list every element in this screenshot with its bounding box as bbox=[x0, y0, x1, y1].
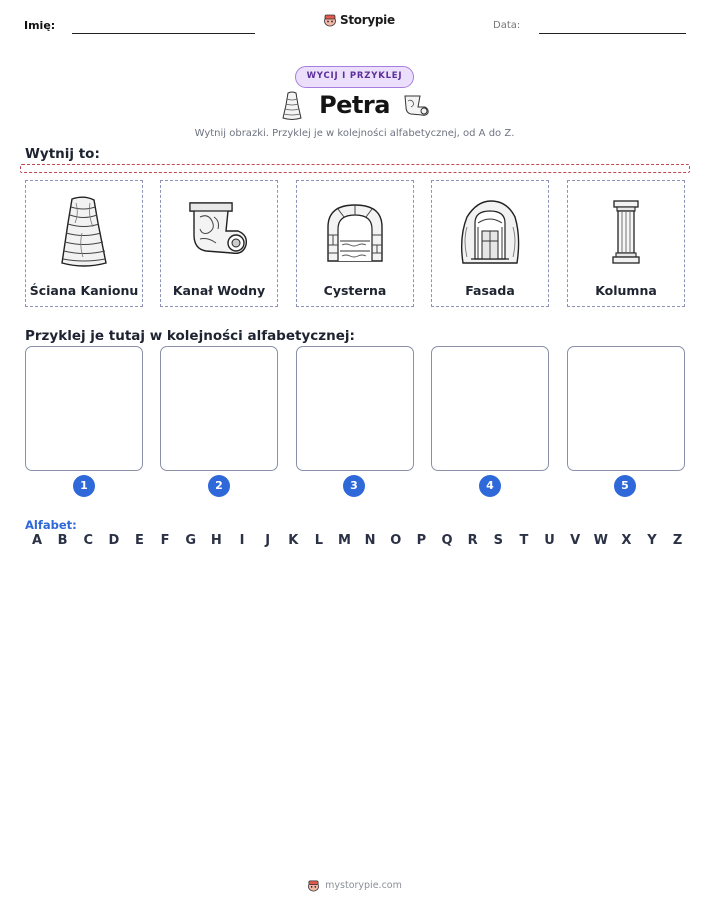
name-label: Imię: bbox=[24, 19, 56, 32]
slot-number-badge: 3 bbox=[343, 475, 365, 497]
alphabet-letter: G bbox=[185, 533, 197, 548]
column-icon bbox=[606, 197, 646, 267]
card-label: Ściana Kanionu bbox=[29, 283, 139, 298]
alphabet-letter: N bbox=[364, 533, 376, 548]
instructions-text: Wytnij obrazki. Przyklej je w kolejności alfabetycznej, od A do Z. bbox=[194, 128, 515, 139]
alphabet-letter: W bbox=[593, 533, 608, 548]
alphabet-letter: K bbox=[288, 533, 299, 548]
cutout-card[interactable] bbox=[160, 180, 278, 307]
paste-slots bbox=[25, 346, 685, 501]
alphabet-letter: S bbox=[493, 533, 503, 548]
alphabet-letter: L bbox=[314, 533, 324, 548]
footer-site: mystorypie.com bbox=[325, 880, 402, 891]
alphabet-letter: R bbox=[467, 533, 478, 548]
alphabet-letter: T bbox=[519, 533, 529, 548]
slot-number-badge: 4 bbox=[479, 475, 501, 497]
cistern-icon bbox=[324, 199, 386, 265]
title-row bbox=[0, 91, 709, 123]
card-art bbox=[568, 187, 684, 277]
water-channel-icon bbox=[186, 199, 252, 265]
brand-name: Storypie bbox=[340, 13, 395, 27]
alphabet-letter: J bbox=[265, 533, 271, 548]
alphabet-label: Alfabet: bbox=[25, 518, 77, 532]
alphabet-letter: V bbox=[570, 533, 581, 548]
cutout-card[interactable] bbox=[25, 180, 143, 307]
card-label: Fasada bbox=[465, 283, 515, 298]
alphabet-letter: C bbox=[83, 533, 94, 548]
alphabet-letter: B bbox=[57, 533, 68, 548]
alphabet-letter: E bbox=[135, 533, 144, 548]
alphabet-letter: H bbox=[210, 533, 222, 548]
alphabet-letter: F bbox=[160, 533, 170, 548]
alphabet-letter: Q bbox=[441, 533, 453, 548]
footer bbox=[0, 879, 709, 892]
alphabet-letter: Z bbox=[672, 533, 683, 548]
alphabet-letter: M bbox=[338, 533, 351, 548]
paste-section-label: Przyklej je tutaj w kolejności alfabetycznej: bbox=[25, 328, 355, 344]
alphabet-letter: P bbox=[416, 533, 427, 548]
cutout-cards bbox=[25, 180, 685, 307]
alphabet-letter: I bbox=[239, 533, 245, 548]
facade-icon bbox=[457, 197, 523, 267]
alphabet-letter: X bbox=[621, 533, 632, 548]
cutout-card[interactable] bbox=[567, 180, 685, 307]
slot-number-badge: 2 bbox=[208, 475, 230, 497]
slot-number-badge: 1 bbox=[73, 475, 95, 497]
card-label: Kolumna bbox=[595, 283, 657, 298]
alphabet-letter: Y bbox=[647, 533, 657, 548]
name-field-line[interactable] bbox=[72, 33, 255, 34]
card-label: Kanał Wodny bbox=[172, 283, 266, 298]
canyon-wall-icon bbox=[54, 193, 114, 271]
alphabet-letter: O bbox=[390, 533, 402, 548]
worksheet-header bbox=[0, 0, 709, 50]
slot-number-badge: 5 bbox=[614, 475, 636, 497]
alphabet-letter: D bbox=[108, 533, 120, 548]
page-title: Petra bbox=[319, 91, 390, 119]
cut-line[interactable] bbox=[20, 164, 690, 173]
paste-slot-5[interactable] bbox=[567, 346, 685, 471]
cutout-card[interactable] bbox=[431, 180, 549, 307]
storypie-mascot-icon bbox=[307, 879, 320, 892]
cutout-card[interactable] bbox=[296, 180, 414, 307]
alphabet-row bbox=[25, 533, 690, 548]
date-field-line[interactable] bbox=[539, 33, 686, 34]
card-art bbox=[161, 187, 277, 277]
card-art bbox=[432, 187, 548, 277]
alphabet-letter: U bbox=[544, 533, 555, 548]
cut-section-label: Wytnij to: bbox=[25, 146, 100, 162]
card-label: Cysterna bbox=[323, 283, 387, 298]
paste-slot-4[interactable] bbox=[431, 346, 549, 471]
activity-type-badge: WYCIJ I PRZYKLEJ bbox=[295, 66, 414, 88]
paste-slot-3[interactable] bbox=[296, 346, 414, 471]
storypie-mascot-icon bbox=[323, 13, 337, 27]
card-art bbox=[26, 187, 142, 277]
paste-slot-1[interactable] bbox=[25, 346, 143, 471]
alphabet-letter: A bbox=[31, 533, 43, 548]
card-art bbox=[297, 187, 413, 277]
storypie-logo bbox=[323, 13, 395, 27]
date-label: Data: bbox=[493, 20, 521, 31]
paste-slot-2[interactable] bbox=[160, 346, 278, 471]
water-channel-icon bbox=[403, 93, 431, 117]
